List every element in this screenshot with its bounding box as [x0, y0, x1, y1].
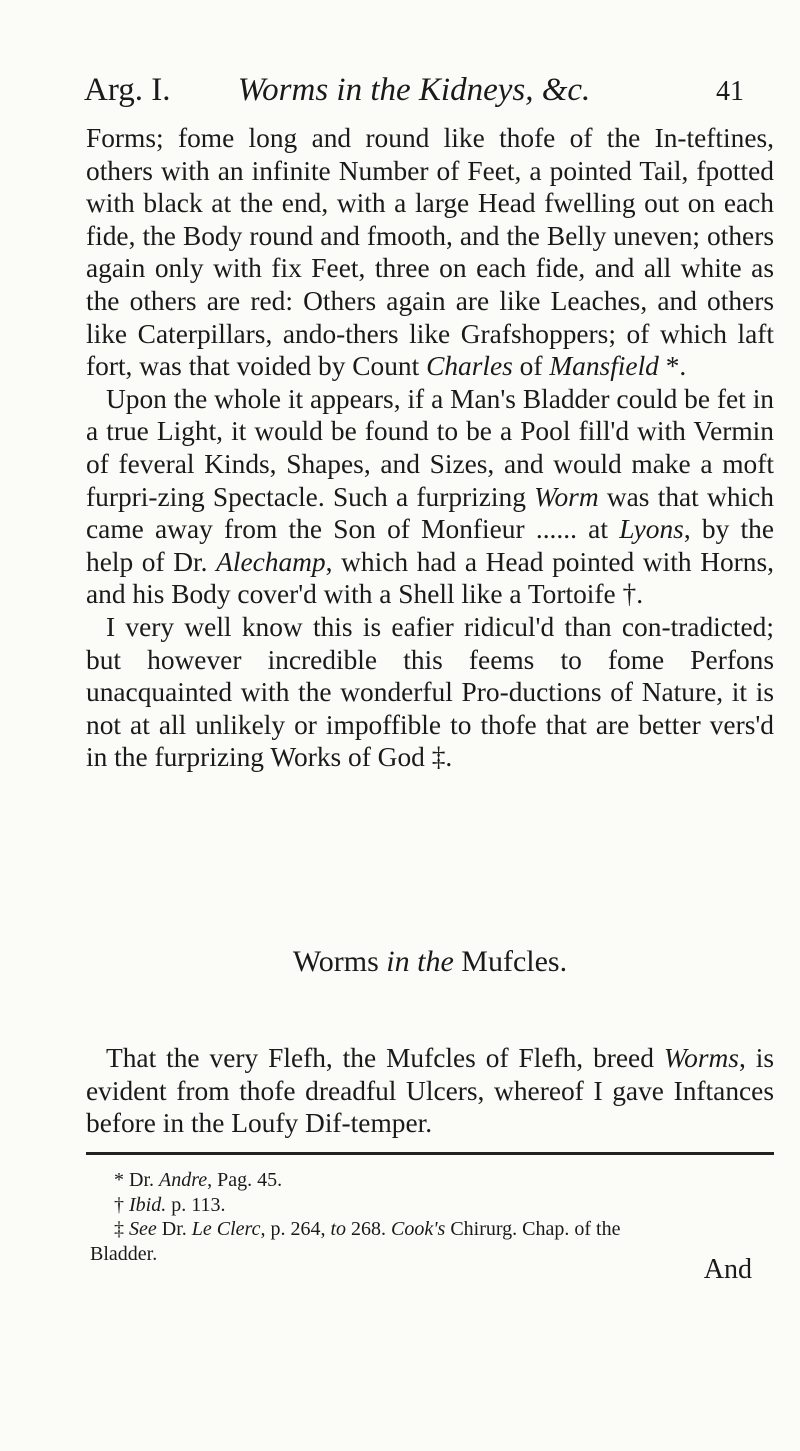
footnote-3: ‡ See Dr. Le Clerc, p. 264, to 268. Cook's Chirurg. Chap. of the	[114, 1218, 621, 1240]
section-paragraph: That the very Flefh, the Mufcles of Flefh, breed Worms, is evident from thofe dreadful Ulcers, whereof I gave Inftances before in the Loufy Dif-temper.	[86, 1043, 774, 1139]
paragraph-1: Forms; fome long and round like thofe of the In-teftines, others with an infinite Number of Feet, a pointed Tail, fpotted with black at the end, with a large Head fwelling out on each fide, the Body round and fmooth, and the Belly uneven; others again only with fix Feet, three on each fide, and all white as the others are red: Others again are like Leaches, and others like Caterpillars, ando-thers like Grafshoppers; of which laft fort, was that voided by Count Charles of Mansfield *.	[86, 123, 774, 382]
section-heading: Worms in the Mufcles.	[292, 945, 568, 978]
catchword: And	[703, 1254, 752, 1285]
footnote-1: * Dr. Andre, Pag. 45.	[114, 1169, 283, 1191]
footnote-2: † Ibid. p. 113.	[114, 1193, 226, 1216]
argument-label: Arg. I.	[84, 72, 171, 108]
footnote-3-continued: Bladder.	[90, 1242, 158, 1265]
footnotes	[90, 1168, 780, 1266]
main-text	[86, 122, 774, 774]
paragraph-3: I very well know this is eafier ridicul'd than con-tradicted; but however incredible this feems to fome Perfons unacquainted with the wonderful Pro-ductions of Nature, it is not at all unlikely or impoffible to thofe that are better vers'd in the furprizing Works of God ‡.	[86, 611, 774, 773]
page-number: 41	[716, 76, 744, 107]
running-title: Worms in the Kidneys, &c.	[237, 72, 591, 108]
paragraph-2: Upon the whole it appears, if a Man's Bladder could be fet in a true Light, it would be found to be a Pool fill'd with Vermin of feveral Kinds, Shapes, and Sizes, and would make a moft furpri-zing Spectacle. Such a furprizing Worm was that which came away from the Son of Monfieur ...... at Lyons, by the help of Dr. Alechamp, which had a Head pointed with Horns, and his Body cover'd with a Shell like a Tortoife †.	[86, 383, 774, 610]
footnote-rule	[86, 1152, 774, 1155]
running-header	[84, 72, 744, 122]
